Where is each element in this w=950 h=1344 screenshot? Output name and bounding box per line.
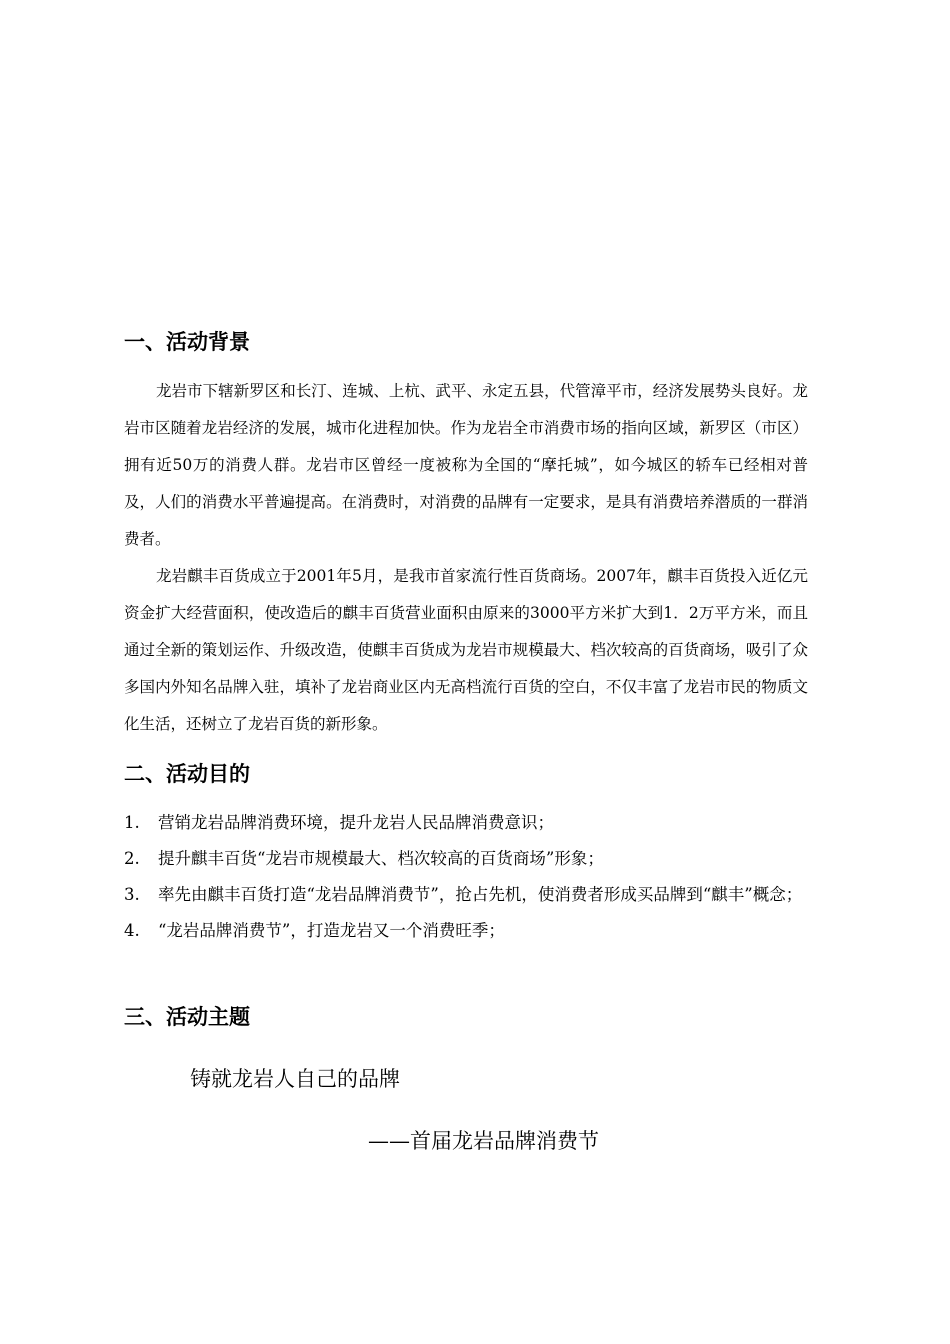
- goals-list: [124, 805, 814, 949]
- section-heading-theme: 三、活动主题: [124, 1005, 250, 1029]
- goal-number: 2.: [124, 849, 140, 868]
- goal-item-2: [124, 841, 814, 877]
- goal-text: 提升麒丰百货“龙岩市规模最大、档次较高的百货商场”形象；: [158, 849, 604, 868]
- background-paragraph-1: 龙岩市下辖新罗区和长汀、连城、上杭、武平、永定五县，代管漳平市，经济发展势头良好。龙岩市区随着龙岩经济的发展，城市化进程加快。作为龙岩全市消费市场的指向区域，新罗区（市区）拥有近50万的消费人群。龙岩市区曾经一度被称为全国的“摩托城”，如今城区的轿车已经相对普及，人们的消费水平普遍提高。在消费时，对消费的品牌有一定要求，是具有消费培养潜质的一群消费者。: [124, 382, 808, 548]
- theme-sub-line: ——首届龙岩品牌消费节: [368, 1129, 599, 1153]
- goal-item-1: [124, 805, 814, 841]
- goal-item-4: [124, 913, 814, 949]
- goal-item-3: [124, 877, 814, 913]
- theme-main-line: 铸就龙岩人自己的品牌: [190, 1067, 400, 1091]
- goal-number: 3.: [124, 885, 140, 904]
- goal-number: 4.: [124, 921, 140, 940]
- section-heading-background: 一、活动背景: [124, 330, 250, 354]
- goal-text: 营销龙岩品牌消费环境，提升龙岩人民品牌消费意识；: [158, 813, 554, 832]
- background-paragraph-2: 龙岩麒丰百货成立于2001年5月，是我市首家流行性百货商场。2007年，麒丰百货投入近亿元资金扩大经营面积，使改造后的麒丰百货营业面积由原来的3000平方米扩大到1．2万平方米，而且通过全新的策划运作、升级改造，使麒丰百货成为龙岩市规模最大、档次较高的百货商场，吸引了众多国内外知名品牌入驻，填补了龙岩商业区内无高档流行百货的空白，不仅丰富了龙岩市民的物质文化生活，还树立了龙岩百货的新形象。: [124, 567, 808, 733]
- section-heading-goals: 二、活动目的: [124, 762, 250, 786]
- goal-text: “龙岩品牌消费节”，打造龙岩又一个消费旺季；: [158, 921, 505, 940]
- goal-text: 率先由麒丰百货打造“龙岩品牌消费节”，抢占先机，使消费者形成买品牌到“麒丰”概念；: [158, 885, 803, 904]
- goal-number: 1.: [124, 813, 140, 832]
